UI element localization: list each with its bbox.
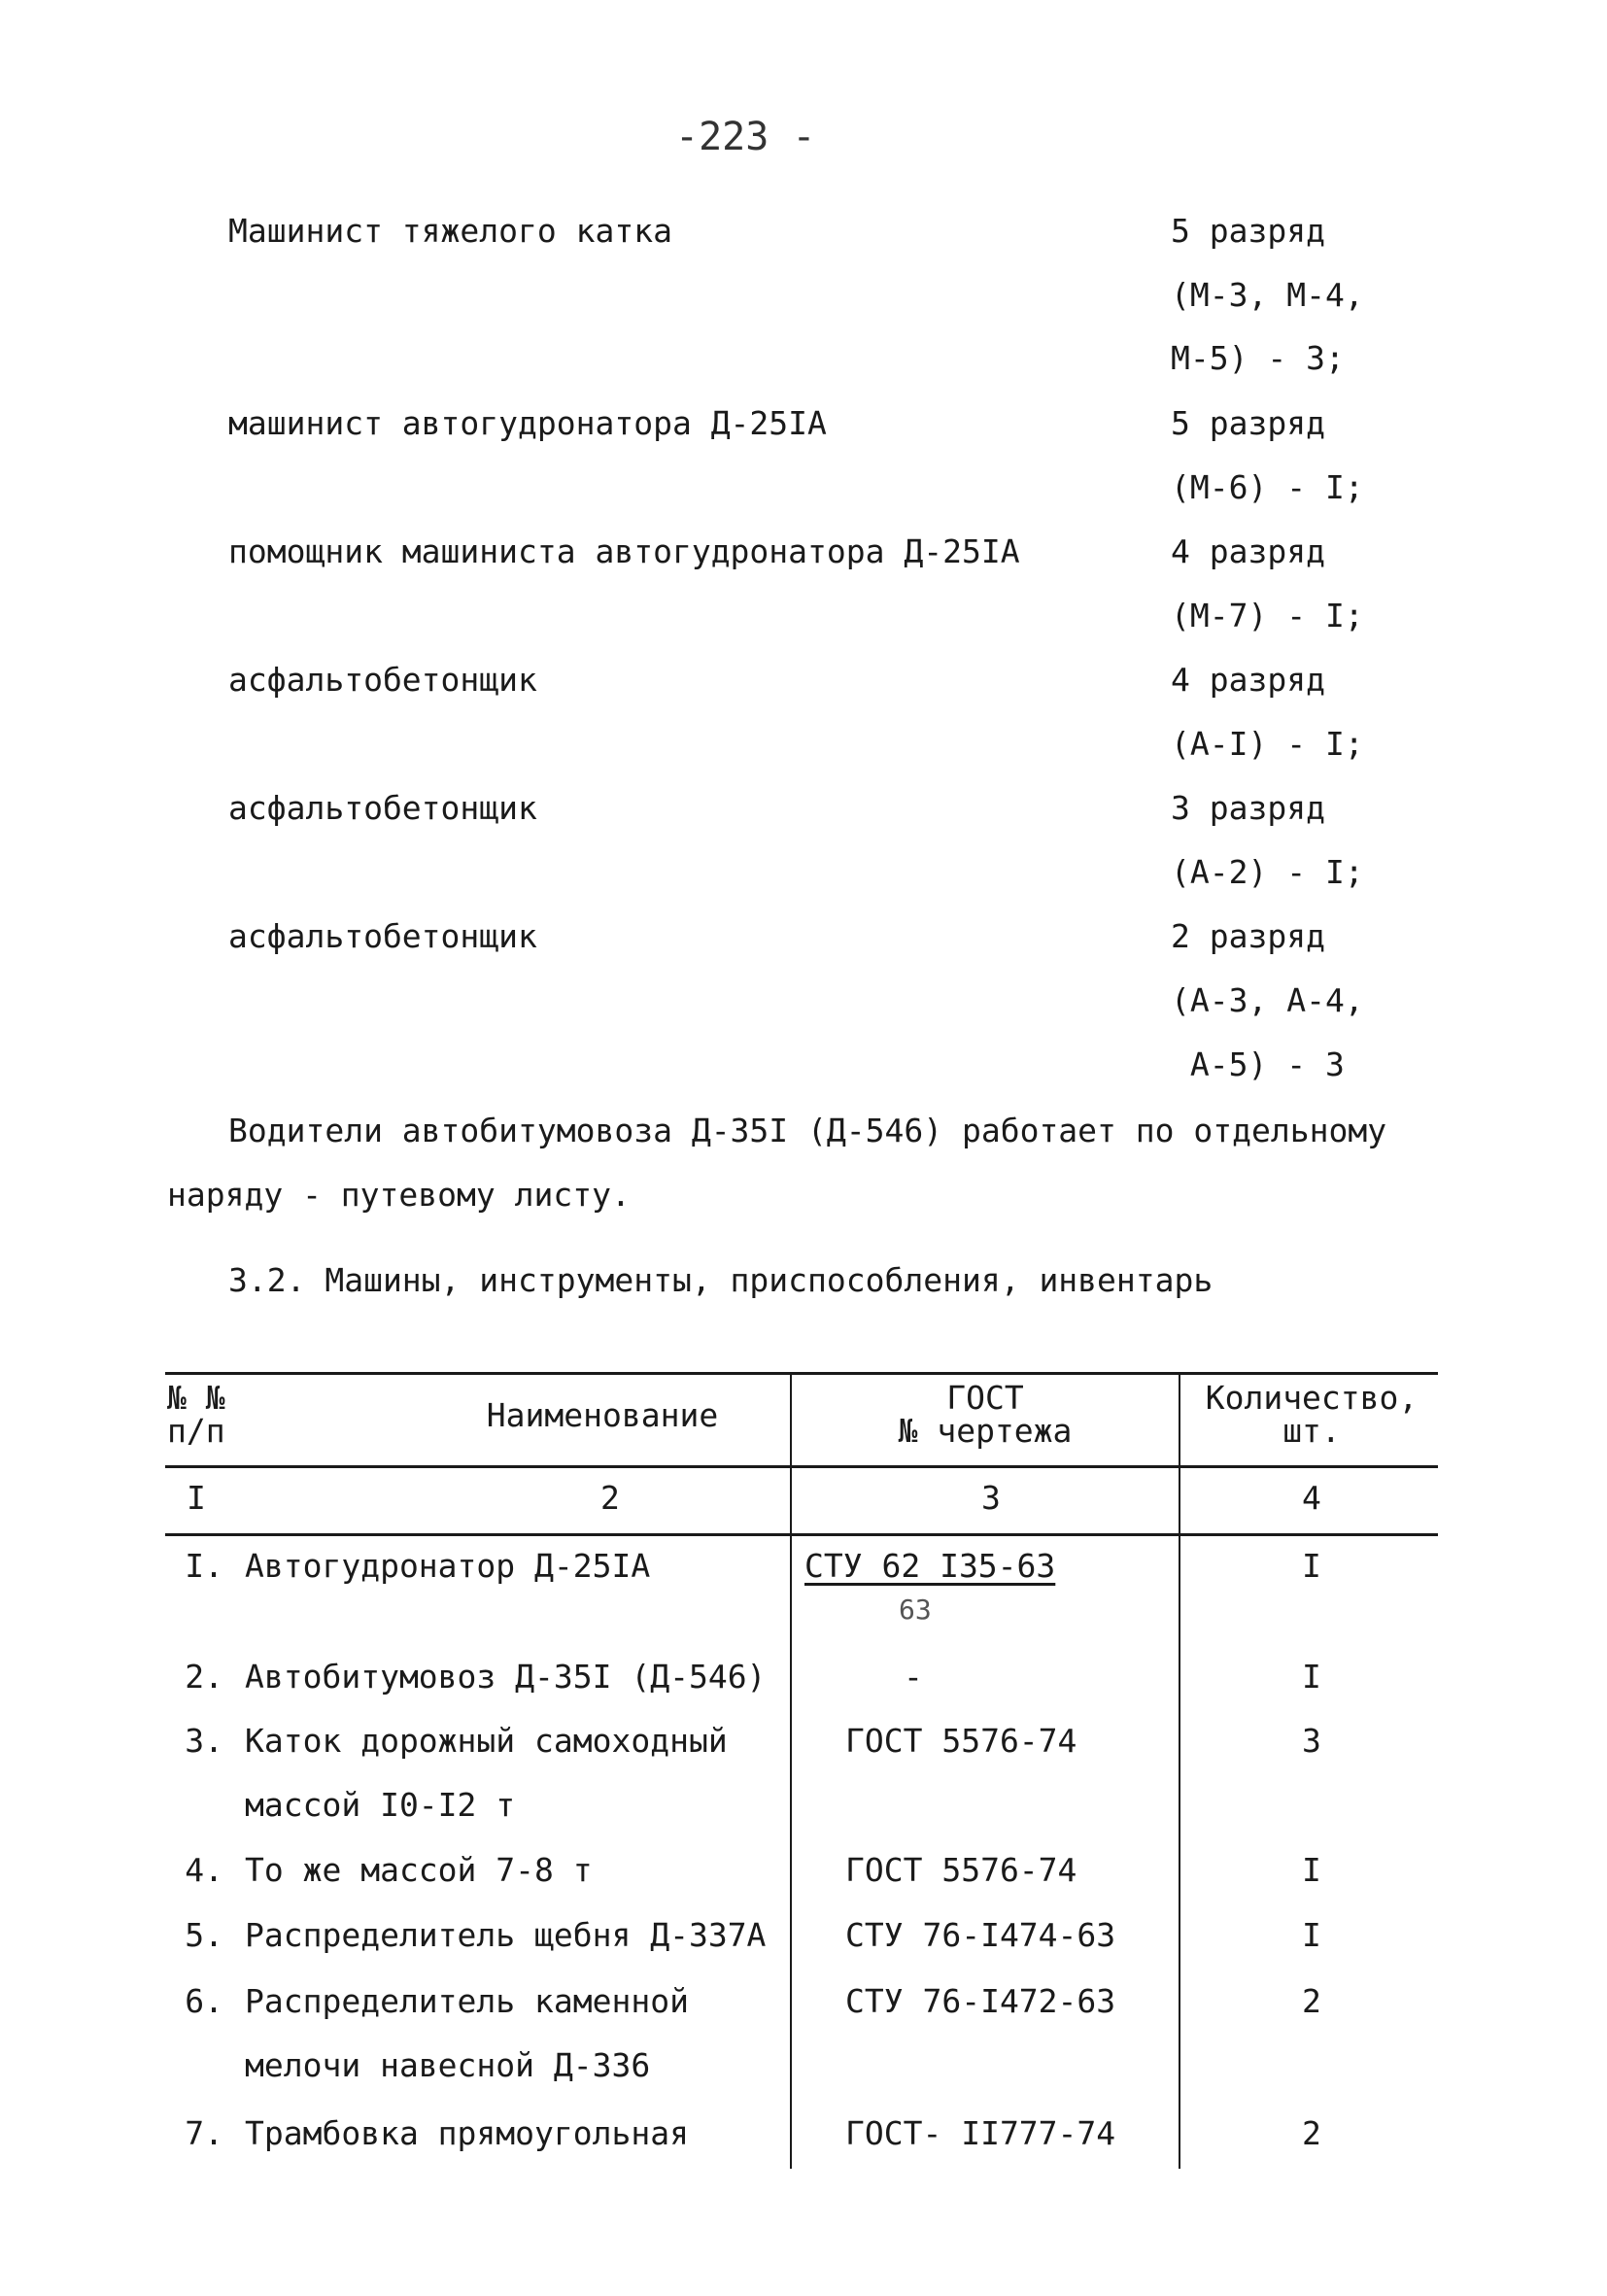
row-gost: СТУ 76-I474-63: [845, 1916, 1116, 1954]
crew-grade-line: 4 разряд: [1171, 532, 1325, 570]
crew-grade-line: 3 разряд: [1171, 789, 1325, 827]
row-qty: 2: [1302, 1982, 1321, 2020]
crew-grade-line: (М-7) - I;: [1171, 597, 1364, 634]
row-name: Распределитель щебня Д-337А: [245, 1916, 767, 1954]
row-name: массой I0-I2 т: [245, 1786, 516, 1824]
note-line-1: Водители автобитумовоза Д-35I (Д-546) работает по отдельному: [228, 1112, 1387, 1149]
row-num: 7.: [185, 2114, 223, 2152]
crew-role: помощник машиниста автогудронатора Д-25IА: [228, 532, 1020, 570]
crew-role: асфальтобетонщик: [228, 917, 537, 955]
crew-role: асфальтобетонщик: [228, 789, 537, 827]
table-col-divider: [790, 1372, 792, 2169]
header-gost: ГОСТ № чертежа: [898, 1379, 1073, 1450]
row-name: Трамбовка прямоугольная: [245, 2114, 689, 2152]
table-top-rule: [165, 1372, 1438, 1375]
table-header-rule: [165, 1465, 1438, 1468]
table-col-divider: [1179, 1372, 1180, 2169]
row-gost: СТУ 76-I472-63: [845, 1982, 1116, 2020]
header-name: Наименование: [486, 1396, 719, 1434]
row-qty: 3: [1302, 1722, 1321, 1760]
note-line-2: наряду - путевому листу.: [167, 1176, 631, 1214]
crew-role: Машинист тяжелого катка: [228, 212, 672, 250]
col-number: 3: [981, 1479, 1001, 1517]
row-gost: СТУ 62 I35-63: [804, 1547, 1056, 1585]
row-gost: -: [904, 1658, 923, 1696]
table-colnum-rule: [165, 1533, 1438, 1536]
crew-grade-line: 5 разряд: [1171, 404, 1325, 442]
section-title: 3.2. Машины, инструменты, приспособления, инвентарь: [228, 1261, 1214, 1299]
row-num: 2.: [185, 1658, 223, 1696]
row-name: Автобитумовоз Д-35I (Д-546): [245, 1658, 767, 1696]
crew-role: машинист автогудронатора Д-25IА: [228, 404, 827, 442]
crew-grade-line: (А-3, А-4,: [1171, 981, 1364, 1019]
row-qty: 2: [1302, 2114, 1321, 2152]
col-number: I: [187, 1479, 206, 1517]
crew-grade-line: 5 разряд: [1171, 212, 1325, 250]
row-name: Автогудронатор Д-25IА: [245, 1547, 651, 1585]
row-num: 3.: [185, 1722, 223, 1760]
crew-grade-line: (М-3, М-4,: [1171, 276, 1364, 314]
crew-grade-line: 2 разряд: [1171, 917, 1325, 955]
header-num: № № п/п: [167, 1379, 225, 1450]
crew-grade-line: 4 разряд: [1171, 661, 1325, 699]
col-number: 4: [1302, 1479, 1321, 1517]
col-number: 2: [600, 1479, 620, 1517]
row-qty: I: [1302, 1547, 1321, 1585]
row-name: Распределитель каменной: [245, 1982, 689, 2020]
crew-role: асфальтобетонщик: [228, 661, 537, 699]
crew-grade-line: (А-2) - I;: [1171, 853, 1364, 891]
crew-grade-line: А-5) - 3: [1171, 1045, 1345, 1083]
crew-grade-line: М-5) - 3;: [1171, 339, 1345, 377]
row-qty: I: [1302, 1851, 1321, 1889]
row-name: Каток дорожный самоходный: [245, 1722, 728, 1760]
row-name: мелочи навесной Д-336: [245, 2046, 651, 2084]
crew-grade-line: (М-6) - I;: [1171, 468, 1364, 506]
row-qty: I: [1302, 1658, 1321, 1696]
row-num: 4.: [185, 1851, 223, 1889]
row-name: То же массой 7-8 т: [245, 1851, 593, 1889]
row-num: I.: [185, 1547, 223, 1585]
row-gost: ГОСТ 5576-74: [845, 1722, 1077, 1760]
row-gost-extra: 63: [899, 1593, 932, 1626]
page-number: -223 -: [675, 115, 816, 159]
row-num: 5.: [185, 1916, 223, 1954]
row-gost: ГОСТ- II777-74: [845, 2114, 1116, 2152]
row-num: 6.: [185, 1982, 223, 2020]
row-gost: ГОСТ 5576-74: [845, 1851, 1077, 1889]
row-qty: I: [1302, 1916, 1321, 1954]
crew-grade-line: (А-I) - I;: [1171, 725, 1364, 763]
header-qty: Количество, шт.: [1205, 1379, 1419, 1450]
